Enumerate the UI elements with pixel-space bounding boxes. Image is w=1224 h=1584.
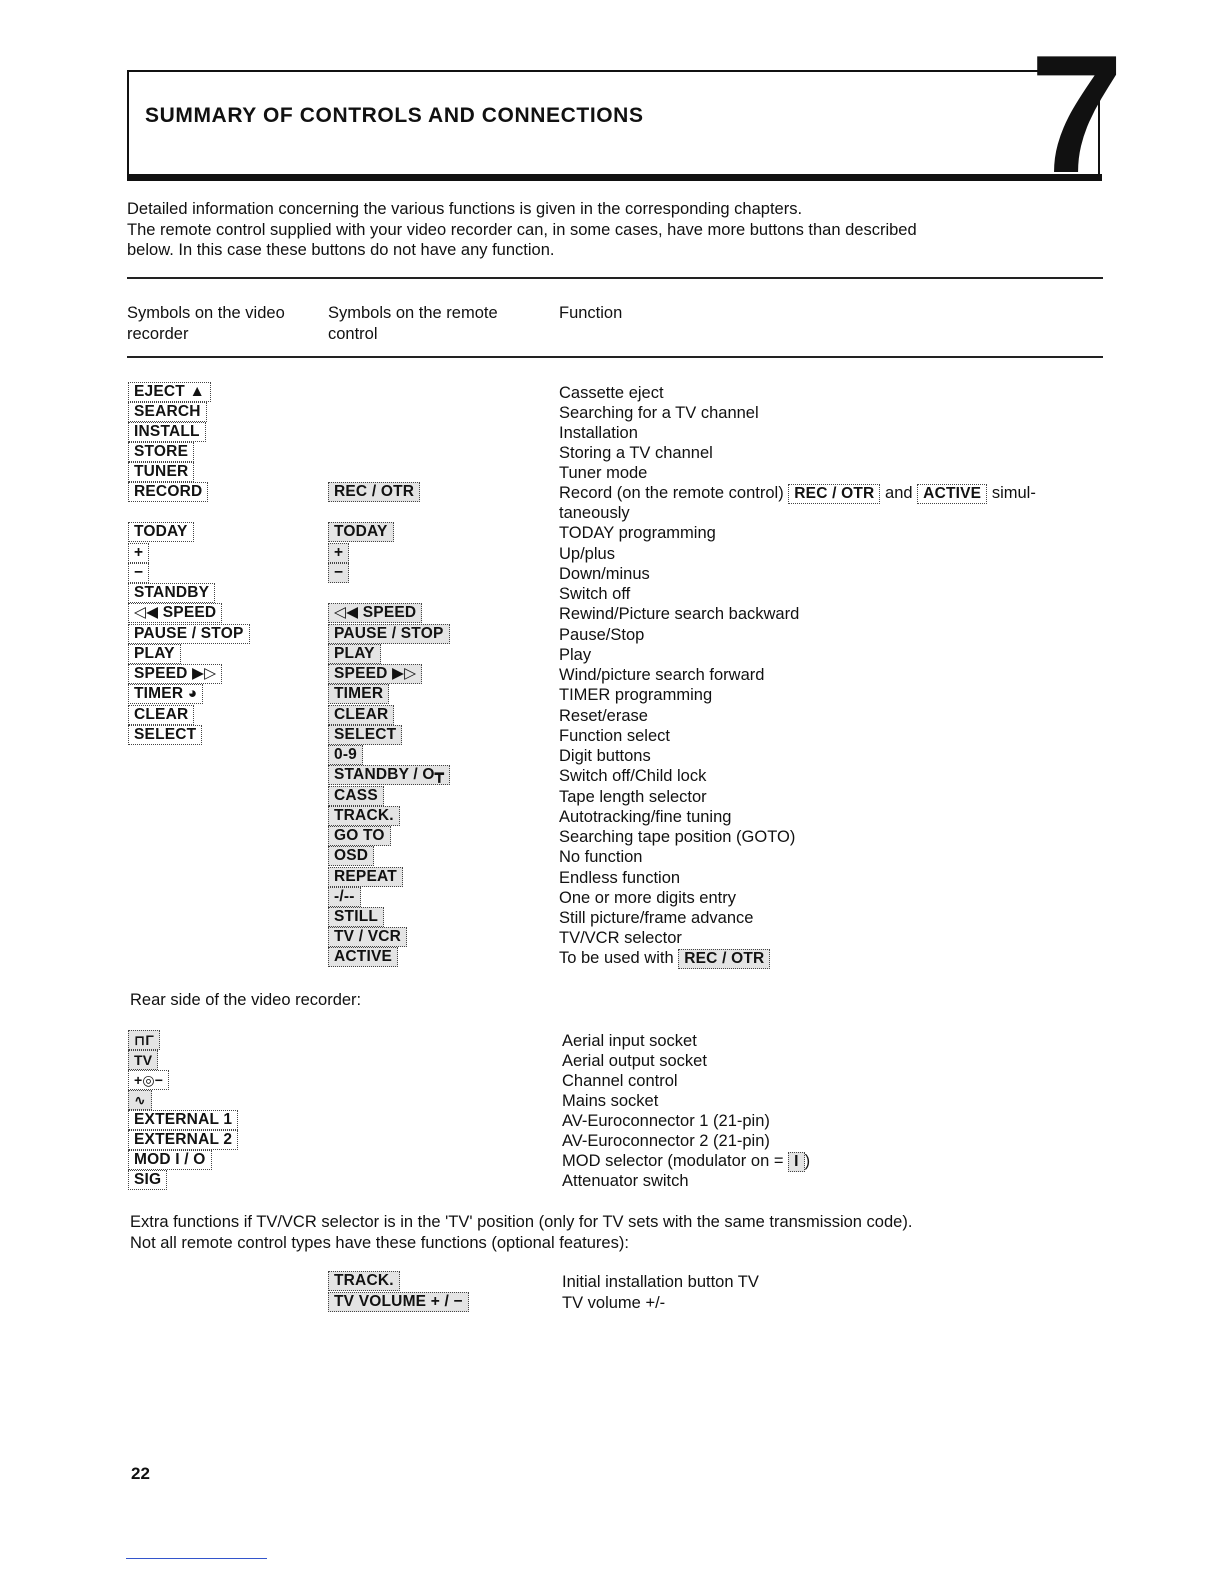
function-text: Aerial input socket (562, 1032, 697, 1050)
function-text: Pause/Stop (559, 626, 645, 644)
function-text: Reset/erase (559, 707, 648, 725)
function-text-part: To be used with (559, 949, 674, 967)
function-text: Switch off (559, 585, 631, 603)
extra-functions-text (130, 1212, 912, 1253)
function-text: Attenuator switch (562, 1172, 689, 1190)
remote-key: REC / OTR (328, 482, 420, 502)
table-row (0, 786, 1224, 806)
function-text: Play (559, 646, 592, 664)
table-row (0, 887, 1224, 907)
remote-key: 0-9 (328, 745, 363, 765)
table-row (0, 442, 1224, 462)
vcr-key: SEARCH (128, 402, 207, 422)
rear-section-title: Rear side of the video recorder: (130, 991, 362, 1009)
vcr-key: SPEED ▶▷ (128, 664, 222, 684)
column-header-vcr (127, 303, 285, 344)
remote-key: -/-- (328, 887, 361, 907)
table-row (0, 1170, 1224, 1190)
remote-key: SPEED ▶▷ (328, 664, 422, 684)
vcr-key: STORE (128, 442, 194, 462)
remote-key: GO TO (328, 826, 391, 846)
function-text: Endless function (559, 869, 681, 887)
vcr-key: EJECT ▲ (128, 382, 211, 402)
inline-key: REC / OTR (788, 484, 880, 504)
function-text-part: and (885, 484, 913, 502)
table-row (0, 402, 1224, 422)
vcr-key: SIG (128, 1170, 167, 1190)
table-row (0, 624, 1224, 644)
table-row (0, 1050, 1224, 1070)
inline-key: I (788, 1152, 805, 1172)
header-rule (127, 174, 1102, 181)
table-row (0, 1150, 1224, 1170)
remote-key: + (328, 543, 349, 563)
function-text: Tuner mode (559, 464, 648, 482)
vcr-key: MOD I / O (128, 1150, 212, 1170)
vcr-key: ◁◀ SPEED (128, 603, 222, 623)
remote-key: SELECT (328, 725, 402, 745)
table-row (0, 1271, 1224, 1291)
function-text (562, 1152, 810, 1172)
table-row (0, 543, 1224, 563)
function-text-continued: taneously (559, 504, 630, 522)
table-row (0, 462, 1224, 482)
table-row (0, 684, 1224, 704)
table-row (0, 482, 1224, 502)
table-row (0, 846, 1224, 866)
function-text: Searching for a TV channel (559, 404, 759, 422)
remote-key: OSD (328, 846, 374, 866)
table-row (0, 382, 1224, 402)
table-row (0, 725, 1224, 745)
function-text: Aerial output socket (562, 1052, 707, 1070)
function-text: TV volume +/- (562, 1294, 666, 1312)
table-row (0, 745, 1224, 765)
table-row (0, 806, 1224, 826)
vcr-key: PLAY (128, 644, 181, 664)
divider (127, 356, 1103, 358)
vcr-key: SELECT (128, 725, 202, 745)
function-text: Autotracking/fine tuning (559, 808, 732, 826)
vcr-key: CLEAR (128, 705, 194, 725)
function-text: AV-Euroconnector 2 (21-pin) (562, 1132, 770, 1150)
column-header-remote (328, 303, 498, 344)
remote-key: TIMER (328, 684, 389, 704)
table-row (0, 947, 1224, 967)
function-text: No function (559, 848, 643, 866)
function-text: Function select (559, 727, 670, 745)
function-text-part: simul- (991, 484, 1036, 502)
column-header-line: recorder (127, 324, 189, 343)
channel-control-icon: +◎− (128, 1070, 169, 1090)
table-row (0, 765, 1224, 785)
chapter-number: 7 (1030, 20, 1120, 208)
divider (127, 277, 1103, 279)
function-text: Initial installation button TV (562, 1273, 759, 1291)
vcr-key: − (128, 563, 149, 583)
column-header-line: control (328, 324, 378, 343)
vcr-key: EXTERNAL 2 (128, 1130, 238, 1150)
function-text: Up/plus (559, 545, 615, 563)
intro-line: The remote control supplied with your video recorder can, in some cases, have more buttons than described (127, 220, 917, 239)
remote-key: PLAY (328, 644, 381, 664)
table-row (0, 1110, 1224, 1130)
column-header-function: Function (559, 304, 623, 322)
remote-key: STANDBY / O┳ (328, 765, 450, 785)
inline-key: ACTIVE (917, 484, 987, 504)
function-text: Still picture/frame advance (559, 909, 754, 927)
table-row (0, 664, 1224, 684)
function-text: Storing a TV channel (559, 444, 713, 462)
column-header-line: Symbols on the video (127, 304, 285, 322)
vcr-key: TODAY (128, 522, 194, 542)
function-text (559, 484, 1036, 504)
function-text: Channel control (562, 1072, 678, 1090)
column-header-line: Symbols on the remote (328, 304, 498, 322)
intro-text (127, 199, 1027, 261)
vcr-key: TIMER ◕ (128, 684, 203, 704)
remote-key: PAUSE / STOP (328, 624, 450, 644)
function-text: TODAY programming (559, 524, 716, 542)
vcr-key: RECORD (128, 482, 208, 502)
aerial-out-icon: TV (128, 1050, 158, 1070)
table-row (0, 522, 1224, 542)
vcr-key: TUNER (128, 462, 194, 482)
remote-key: REPEAT (328, 867, 403, 887)
page-number: 22 (131, 1464, 150, 1483)
function-text: One or more digits entry (559, 889, 736, 907)
table-row (0, 644, 1224, 664)
vcr-key: PAUSE / STOP (128, 624, 250, 644)
table-row (0, 1030, 1224, 1050)
function-text: TIMER programming (559, 686, 713, 704)
function-text (559, 949, 770, 969)
function-text: Tape length selector (559, 788, 707, 806)
intro-line: below. In this case these buttons do not have any function. (127, 241, 555, 259)
function-text: Mains socket (562, 1092, 659, 1110)
function-text: Switch off/Child lock (559, 767, 707, 785)
table-row (0, 867, 1224, 887)
remote-key: CASS (328, 786, 384, 806)
table-row (0, 422, 1224, 442)
vcr-key: + (128, 543, 149, 563)
remote-key: CLEAR (328, 705, 394, 725)
function-text: Installation (559, 424, 638, 442)
intro-line: Detailed information concerning the various functions is given in the corresponding chapters. (127, 200, 803, 218)
table-row (0, 583, 1224, 603)
table-row (0, 927, 1224, 947)
function-text: Digit buttons (559, 747, 651, 765)
function-text: Down/minus (559, 565, 650, 583)
function-text: Wind/picture search forward (559, 666, 765, 684)
function-text: Searching tape position (GOTO) (559, 828, 796, 846)
aerial-in-icon: ⊓Γ (128, 1030, 160, 1050)
mains-icon: ∿ (128, 1090, 152, 1110)
table-row (0, 705, 1224, 725)
footer-line (126, 1558, 267, 1559)
table-row (0, 1090, 1224, 1110)
function-text: AV-Euroconnector 1 (21-pin) (562, 1112, 770, 1130)
remote-key: TODAY (328, 522, 394, 542)
remote-key: − (328, 563, 349, 583)
function-text-part: MOD selector (modulator on = (562, 1152, 784, 1170)
remote-key: TRACK. (328, 806, 400, 826)
vcr-key: INSTALL (128, 422, 206, 442)
table-row (0, 1130, 1224, 1150)
remote-key: TRACK. (328, 1271, 400, 1291)
remote-key: TV VOLUME + / − (328, 1292, 469, 1312)
vcr-key: STANDBY (128, 583, 215, 603)
remote-key: TV / VCR (328, 927, 407, 947)
remote-key: ◁◀ SPEED (328, 603, 422, 623)
inline-key: REC / OTR (678, 949, 770, 969)
function-text-part: Record (on the remote control) (559, 484, 784, 502)
table-row (0, 1292, 1224, 1312)
function-text: Cassette eject (559, 384, 664, 402)
table-row (0, 603, 1224, 623)
function-text: TV/VCR selector (559, 929, 682, 947)
function-text-part: ) (804, 1152, 811, 1170)
extra-line: Extra functions if TV/VCR selector is in the 'TV' position (only for TV sets with the same transmission code). (130, 1213, 913, 1231)
table-row (0, 907, 1224, 927)
table-row (0, 563, 1224, 583)
remote-key: STILL (328, 907, 384, 927)
table-row (0, 1070, 1224, 1090)
page-title: SUMMARY OF CONTROLS AND CONNECTIONS (145, 104, 644, 127)
function-text: Rewind/Picture search backward (559, 605, 800, 623)
remote-key: ACTIVE (328, 947, 398, 967)
vcr-key: EXTERNAL 1 (128, 1110, 238, 1130)
table-row (0, 826, 1224, 846)
extra-line: Not all remote control types have these functions (optional features): (130, 1233, 629, 1252)
